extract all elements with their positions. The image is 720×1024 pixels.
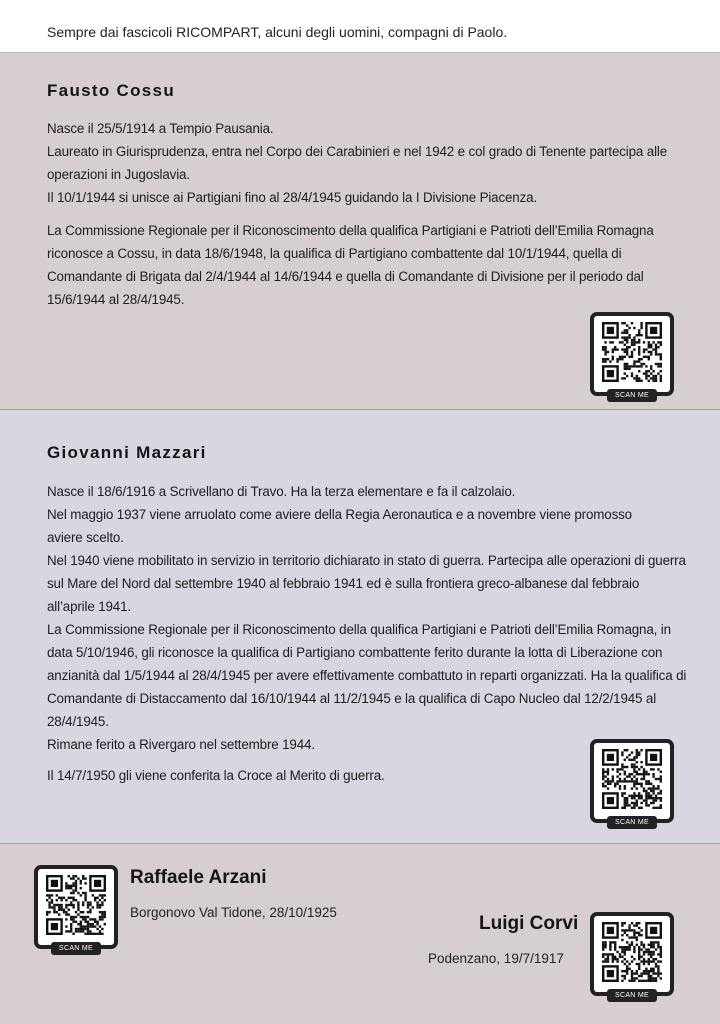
header-text: Sempre dai fascicoli RICOMPART, alcuni degli uomini, compagni di Paolo. [47,24,508,40]
section-fausto-cossu [0,53,720,410]
bio-line: La Commissione Regionale per il Riconoscimento della qualifica Partigiani e Patrioti dell’Emilia Romagna, in data 5/10/1946, gli riconosce la qualifica di Partigiano combattente ferito durante la lotta di Liberazione con anzianità dal 1/5/1944 al 28/4/1945 per avere effettivamente combattuto in reparti organizzati. Ha la qualifica di Comandante di Distaccamento dal 16/10/1944 al 11/2/1945 e la qualifica di Capo Nucleo dal 12/2/1945 al 28/4/1945. [47,622,687,729]
qr-code[interactable] [590,739,674,826]
page-header [0,0,720,53]
bio-line: Rimane ferito a Rivergaro nel settembre 1944. [47,737,315,752]
person-name: Luigi Corvi [479,913,579,934]
scan-me-label: SCAN ME [607,989,657,1002]
bio-line: Laureato in Giurisprudenza, entra nel Corpo dei Carabinieri e nel 1942 e col grado di Tenente partecipa alle operazioni in Jugoslavia. [47,144,668,182]
qr-code-icon [602,922,662,982]
birth-place-date: Podenzano, 19/7/1917 [428,951,564,966]
biography [47,117,687,311]
qr-code[interactable] [34,865,118,952]
scan-me-label: SCAN ME [607,389,657,402]
scan-me-label: SCAN ME [607,816,657,829]
qr-code[interactable] [590,912,674,999]
qr-code[interactable] [590,312,674,399]
birth-place-date: Borgonovo Val Tidone, 28/10/1925 [130,905,337,920]
person-name: Raffaele Arzani [130,867,267,888]
section-arzani-corvi [0,844,720,1024]
qr-code-icon [602,749,662,809]
bio-line: La Commissione Regionale per il Riconoscimento della qualifica Partigiani e Patrioti dell’Emilia Romagna riconosce a Cossu, in data 18/6/1948, la qualifica di Partigiano combattente dal 10/1/1944, quella di Comandante di Brigata dal 2/4/1944 al 14/6/1944 e quella di Comandante di Divisione per il periodo dal 15/6/1944 al 28/4/1945. [47,223,654,307]
bio-line: Il 10/1/1944 si unisce ai Partigiani fino al 28/4/1945 guidando la I Divisione Piacenza. [47,190,538,205]
qr-code-icon [602,322,662,382]
bio-line: Nasce il 18/6/1916 a Scrivellano di Travo. Ha la terza elementare e fa il calzolaio. [47,484,516,499]
section-giovanni-mazzari [0,410,720,844]
bio-line: Nel 1940 viene mobilitato in servizio in territorio dichiarato in stato di guerra. Partecipa alle operazioni di guerra sul Mare del Nord dal settembre 1940 al febbraio 1941 ed è sulla frontiera greco-albanese dal febbraio all’aprile 1941. [47,553,686,614]
person-name: Fausto Cossu [47,81,176,100]
bio-line: Nel maggio 1937 viene arruolato come aviere della Regia Aeronautica e a novembre viene promosso aviere scelto. [47,507,632,545]
person-name: Giovanni Mazzari [47,443,207,462]
bio-line: Nasce il 25/5/1914 a Tempio Pausania. [47,121,274,136]
scan-me-label: SCAN ME [51,942,101,955]
bio-line: Il 14/7/1950 gli viene conferita la Croce al Merito di guerra. [47,768,385,783]
qr-code-icon [46,875,106,935]
